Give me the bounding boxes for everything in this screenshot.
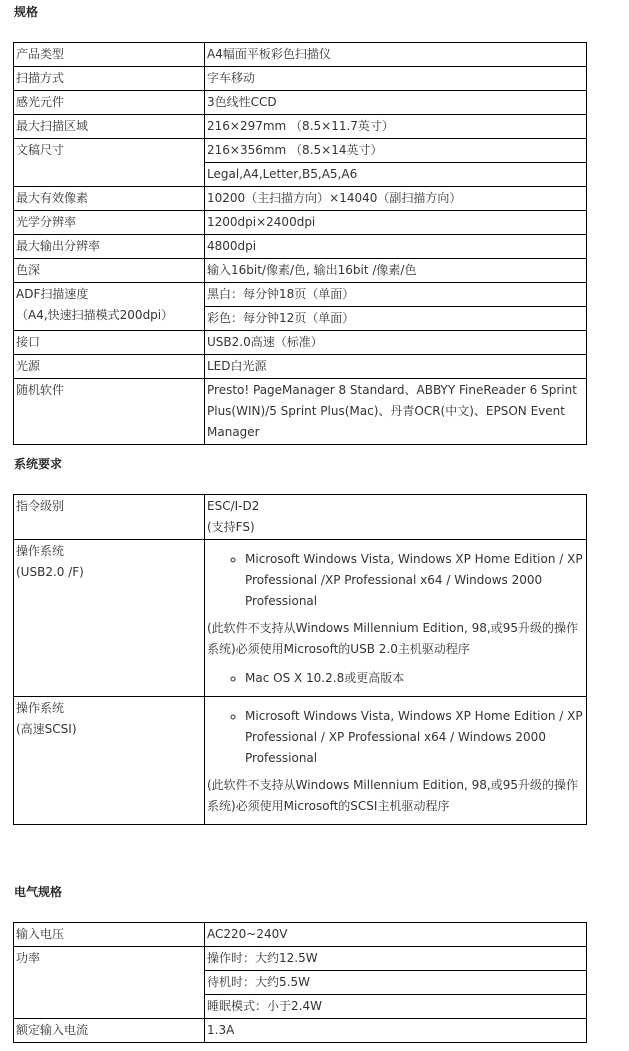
spec-value: Legal,A4,Letter,B5,A5,A6 bbox=[205, 163, 587, 187]
table-row bbox=[14, 923, 587, 947]
table-row bbox=[14, 697, 587, 825]
spec-key bbox=[14, 283, 205, 331]
table-row bbox=[14, 283, 587, 307]
spec-key: 最大扫描区域 bbox=[14, 115, 205, 139]
spec-value: 字车移动 bbox=[205, 67, 587, 91]
spec-value: USB2.0高速（标准） bbox=[205, 331, 587, 355]
spec-key: 光学分辨率 bbox=[14, 211, 205, 235]
spec-value: Presto! PageManager 8 Standard、ABBYY FineReader 6 Sprint Plus(WIN)/5 Sprint Plus(Mac)、丹青OCR(中文)、EPSON Event Manager bbox=[205, 379, 587, 445]
spec-key-line: 操作系统 bbox=[16, 544, 65, 558]
spec-value: 待机时：大约5.5W bbox=[205, 971, 587, 995]
driver-note: (此软件不支持从Windows Millennium Edition, 98,或95升级的操作系统)必须使用Microsoft的SCSI主机驱动程序 bbox=[207, 778, 578, 813]
spec-key: 额定输入电流 bbox=[14, 1019, 205, 1043]
list-item: ◦ Mac OS X 10.2.8或更高版本 bbox=[245, 668, 584, 689]
spec-key-line: 操作系统 bbox=[16, 701, 65, 715]
os-list bbox=[207, 668, 584, 689]
spec-value-line: (支持FS) bbox=[207, 520, 255, 534]
spec-value bbox=[205, 495, 587, 540]
spec-value: 10200（主扫描方向）×14040（副扫描方向） bbox=[205, 187, 587, 211]
table-row bbox=[14, 43, 587, 67]
spec-value: 操作时：大约12.5W bbox=[205, 947, 587, 971]
list-item: ◦ Microsoft Windows Vista, Windows XP Home Edition / XP Professional / XP Professional x64 / Windows 2000 Professional bbox=[245, 706, 584, 769]
spec-value: 1.3A bbox=[205, 1019, 587, 1043]
spec-key-line: （A4,快速扫描模式200dpi） bbox=[16, 308, 174, 322]
table-row bbox=[14, 495, 587, 540]
table-row bbox=[14, 259, 587, 283]
table-row bbox=[14, 91, 587, 115]
electrical-heading: 电气规格 bbox=[14, 885, 63, 899]
spec-value: 黑白：每分钟18页（单面） bbox=[205, 283, 587, 307]
system-heading: 系统要求 bbox=[14, 457, 63, 471]
table-row bbox=[14, 355, 587, 379]
spec-key: 扫描方式 bbox=[14, 67, 205, 91]
electrical-table bbox=[13, 922, 587, 1043]
spec-key: 输入电压 bbox=[14, 923, 205, 947]
spec-key: 功率 bbox=[14, 947, 205, 1019]
spec-value bbox=[205, 697, 587, 825]
table-row bbox=[14, 235, 587, 259]
spec-value: 1200dpi×2400dpi bbox=[205, 211, 587, 235]
spec-key: 色深 bbox=[14, 259, 205, 283]
spec-key: 最大输出分辨率 bbox=[14, 235, 205, 259]
spec-key bbox=[14, 697, 205, 825]
spec-key bbox=[14, 540, 205, 697]
spec-value: 彩色：每分钟12页（单面） bbox=[205, 307, 587, 331]
spec-value: A4幅面平板彩色扫描仪 bbox=[205, 43, 587, 67]
os-list bbox=[207, 706, 584, 769]
spec-key: 产品类型 bbox=[14, 43, 205, 67]
table-row bbox=[14, 139, 587, 163]
spec-key-line: ADF扫描速度 bbox=[16, 287, 89, 301]
driver-note: (此软件不支持从Windows Millennium Edition, 98,或95升级的操作系统)必须使用Microsoft的USB 2.0主机驱动程序 bbox=[207, 621, 578, 656]
table-row bbox=[14, 540, 587, 697]
table-row bbox=[14, 211, 587, 235]
table-row bbox=[14, 331, 587, 355]
spec-value: 216×297mm （8.5×11.7英寸） bbox=[205, 115, 587, 139]
spec-value-line: ESC/I-D2 bbox=[207, 499, 260, 513]
spec-key: 最大有效像素 bbox=[14, 187, 205, 211]
specs-table bbox=[13, 42, 587, 445]
spec-key: 指令级别 bbox=[14, 495, 205, 540]
spec-value: 输入16bit/像素/色, 输出16bit /像素/色 bbox=[205, 259, 587, 283]
spec-value: AC220~240V bbox=[205, 923, 587, 947]
os-list bbox=[207, 549, 584, 612]
table-row bbox=[14, 115, 587, 139]
table-row bbox=[14, 1019, 587, 1043]
system-table bbox=[13, 494, 587, 825]
list-item: ◦ Microsoft Windows Vista, Windows XP Home Edition / XP Professional /XP Professional x64 / Windows 2000 Professional bbox=[245, 549, 584, 612]
spec-key-line: (高速SCSI) bbox=[16, 722, 77, 736]
spec-value bbox=[205, 540, 587, 697]
spec-key: 感光元件 bbox=[14, 91, 205, 115]
spec-value: 4800dpi bbox=[205, 235, 587, 259]
specs-heading: 规格 bbox=[14, 5, 39, 19]
table-row bbox=[14, 187, 587, 211]
spec-key: 接口 bbox=[14, 331, 205, 355]
spec-key: 光源 bbox=[14, 355, 205, 379]
spec-value: 3色线性CCD bbox=[205, 91, 587, 115]
spec-key: 文稿尺寸 bbox=[14, 139, 205, 187]
spec-key-line: (USB2.0 /F) bbox=[16, 565, 84, 579]
table-row bbox=[14, 947, 587, 971]
table-row bbox=[14, 67, 587, 91]
spec-key: 随机软件 bbox=[14, 379, 205, 445]
spec-value: 216×356mm （8.5×14英寸） bbox=[205, 139, 587, 163]
spec-value: 睡眠模式：小于2.4W bbox=[205, 995, 587, 1019]
table-row bbox=[14, 379, 587, 445]
spec-value: LED白光源 bbox=[205, 355, 587, 379]
